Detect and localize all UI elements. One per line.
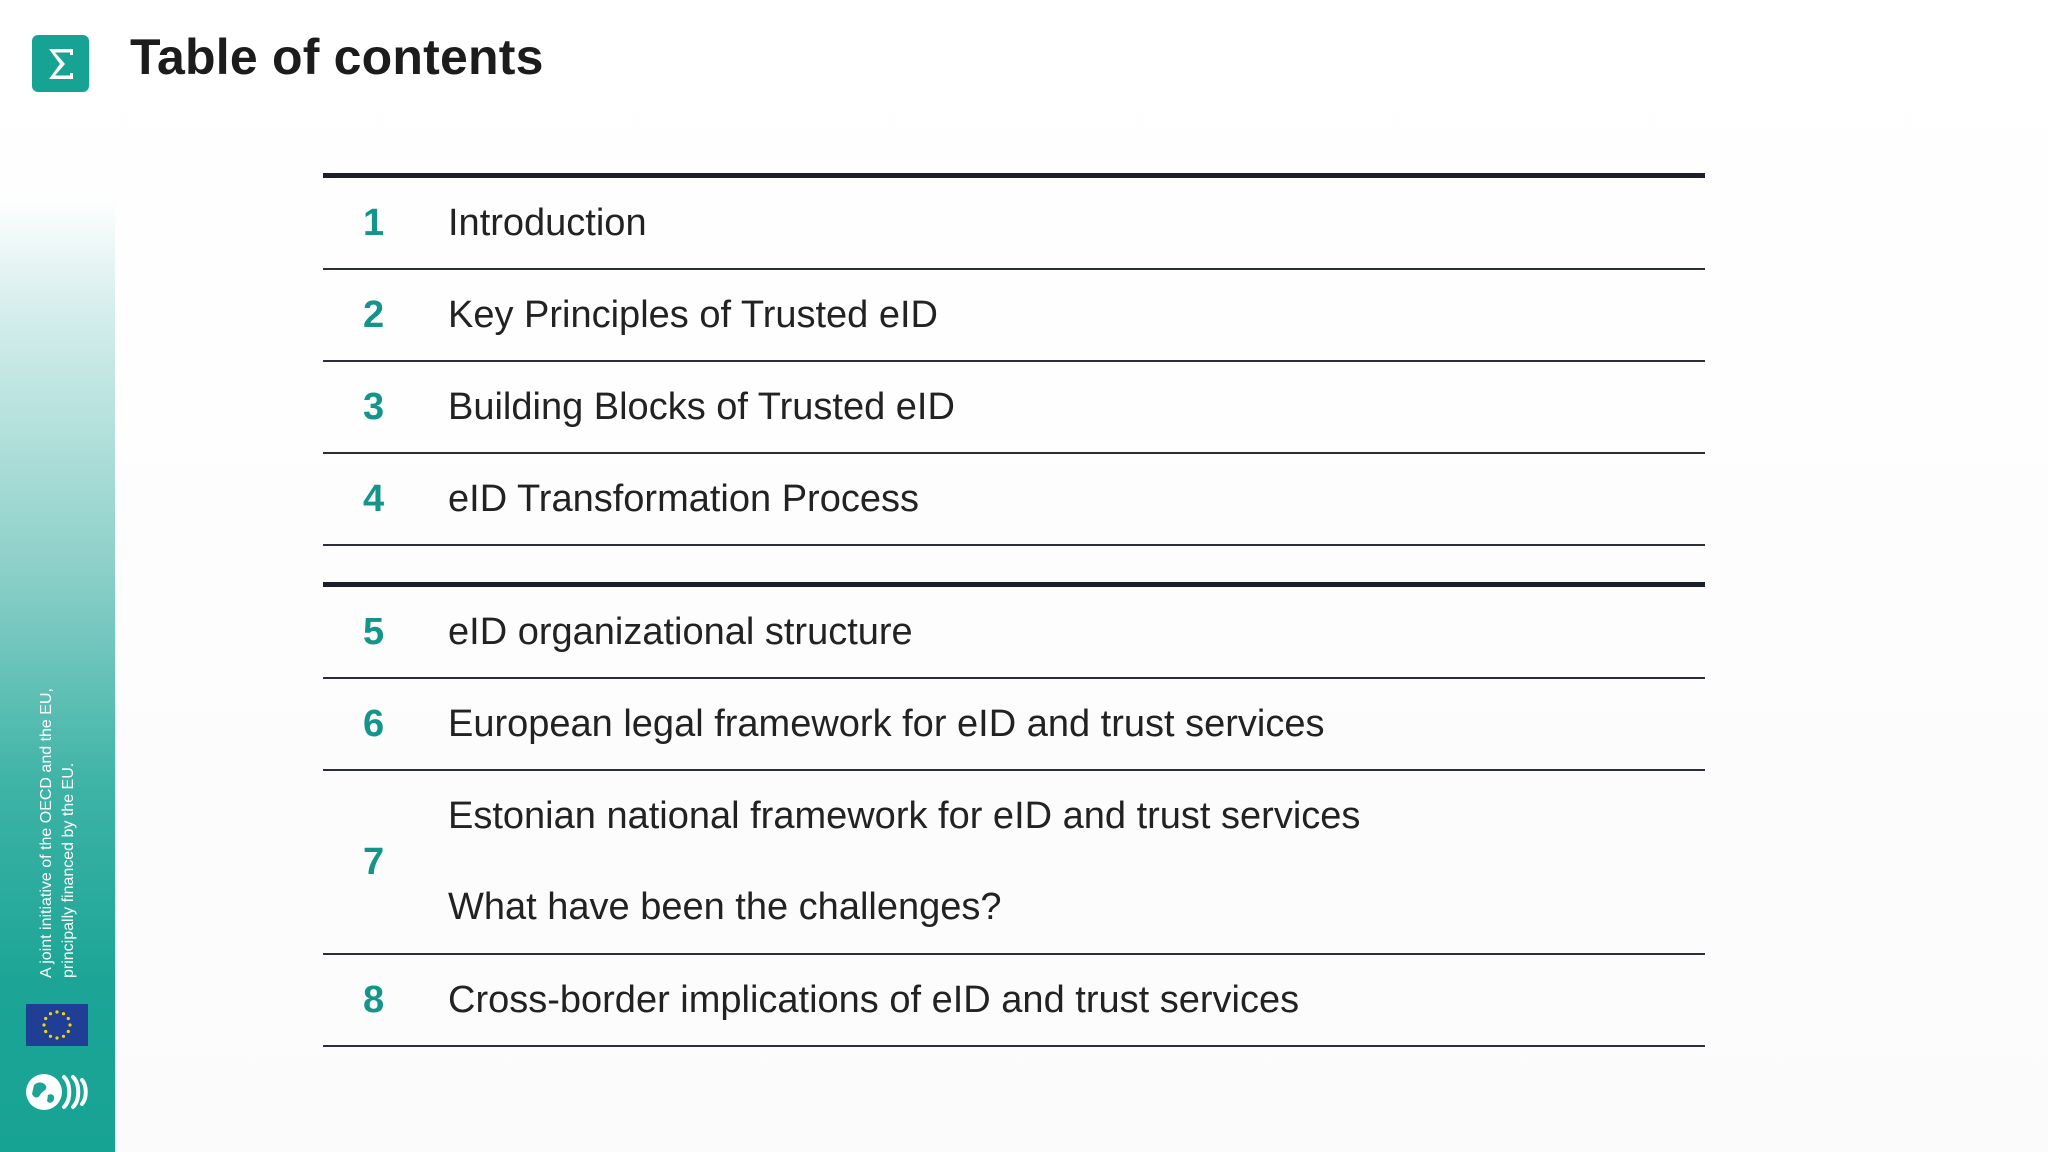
toc-item-4[interactable] [323, 454, 1705, 546]
toc-item-2[interactable] [323, 270, 1705, 362]
toc-label: European legal framework for eID and trust services [448, 702, 1325, 745]
toc-label: Estonian national framework for eID and trust services [448, 795, 1361, 837]
sidebar-credit-line1: A joint initiative of the OECD and the EU, [38, 688, 55, 978]
toc-number: 7 [363, 840, 385, 883]
toc-sublabel: What have been the challenges? [448, 886, 1002, 928]
toc-item-1[interactable] [323, 178, 1705, 270]
toc-number: 8 [363, 978, 385, 1021]
toc-label: Introduction [448, 201, 647, 244]
toc-group-2 [323, 582, 1705, 1047]
page-title: Table of contents [130, 29, 544, 85]
toc-number: 5 [363, 610, 385, 653]
sidebar-credit-line2: principally financed by the EU. [60, 762, 77, 978]
sidebar-credit [36, 658, 80, 978]
toc-item-7[interactable] [323, 771, 1705, 955]
toc-number: 4 [363, 477, 385, 520]
toc-label: Building Blocks of Trusted eID [448, 385, 955, 428]
toc-item-3[interactable] [323, 362, 1705, 454]
toc-label: Key Principles of Trusted eID [448, 293, 938, 336]
sigma-icon [32, 35, 89, 92]
eu-flag-icon [26, 1004, 88, 1046]
toc-label-group [448, 771, 1360, 953]
toc-number: 2 [363, 293, 385, 336]
toc-number: 6 [363, 702, 385, 745]
table-of-contents [323, 173, 1705, 1047]
toc-item-5[interactable] [323, 587, 1705, 679]
toc-number: 1 [363, 201, 385, 244]
toc-number: 3 [363, 385, 385, 428]
toc-group-1 [323, 173, 1705, 546]
toc-label: eID Transformation Process [448, 477, 919, 520]
toc-item-8[interactable] [323, 955, 1705, 1047]
toc-item-6[interactable] [323, 679, 1705, 771]
toc-gap [323, 546, 1705, 582]
toc-label: Cross-border implications of eID and trust services [448, 978, 1300, 1021]
oecd-logo-icon [24, 1071, 92, 1113]
toc-label: eID organizational structure [448, 610, 913, 653]
